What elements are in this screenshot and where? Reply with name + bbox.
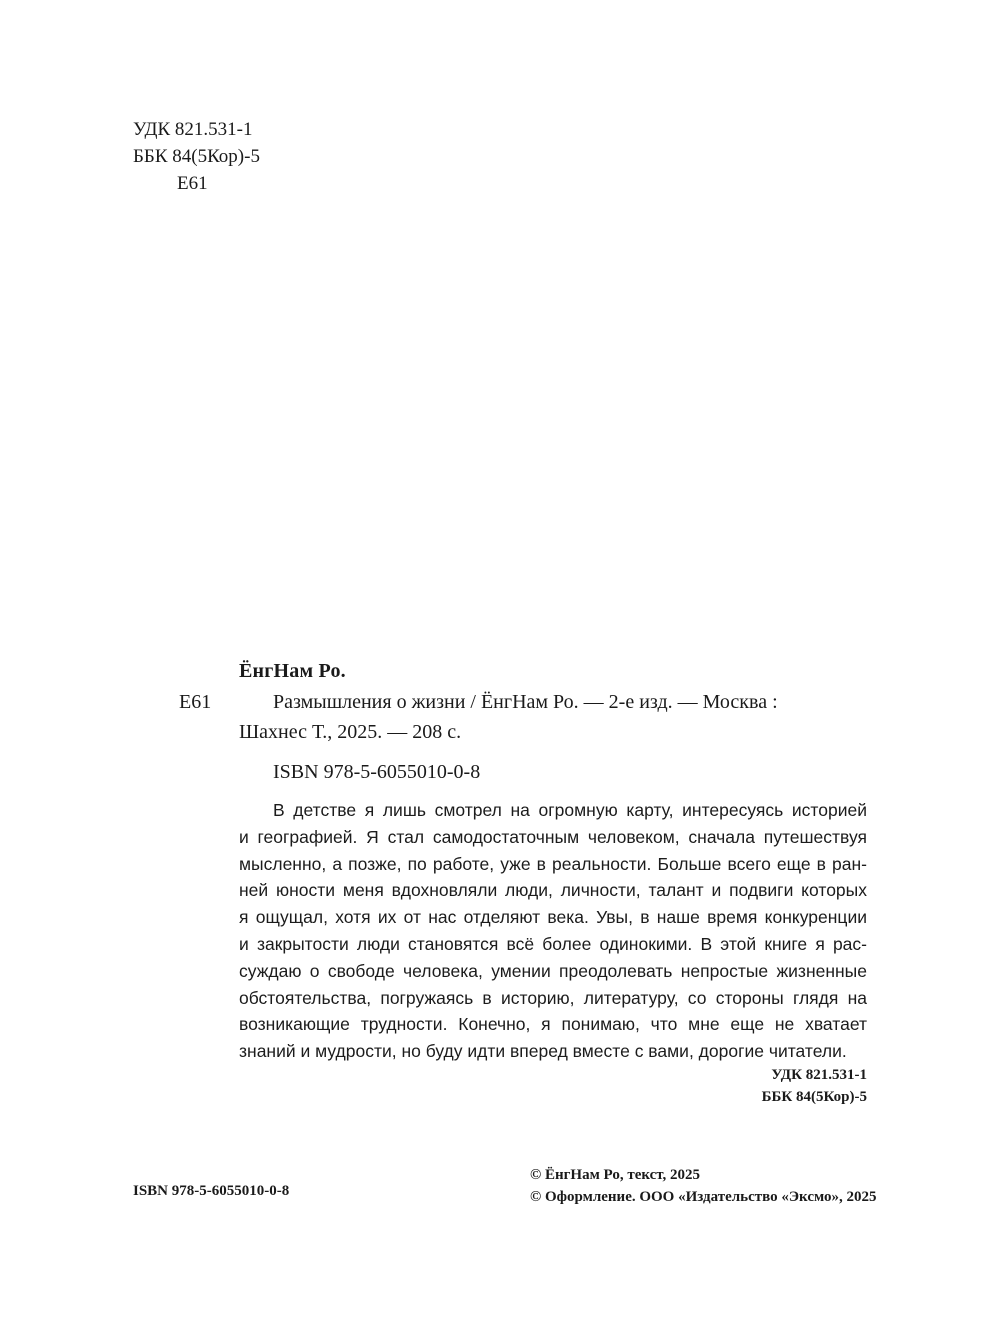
annotation-line: мысленно, а позже, по работе, уже в реальности. Больше всего еще в ран- [239, 853, 867, 874]
annotation-line: В детстве я лишь смотрел на огромную карту, интересуясь историей [273, 800, 867, 820]
annotation-line: обстоятельства, погружаясь в историю, литературу, со стороны глядя на [239, 987, 867, 1008]
annotation-line: я ощущал, хотя их от нас отделяют века. Увы, в наше время конкуренции [239, 907, 867, 928]
footer-classification-codes [762, 1064, 867, 1108]
header-author-mark: Е61 [177, 173, 208, 194]
catalog-isbn: ISBN 978-5-6055010-0-8 [273, 761, 481, 783]
annotation-line: и географией. Я стал самодостаточным человеком, сначала путешествуя [239, 826, 867, 847]
footer-isbn: ISBN 978-5-6055010-0-8 [133, 1183, 290, 1199]
header-bbk: ББК 84(5Кор)-5 [133, 146, 260, 167]
footer-bbk: ББК 84(5Кор)-5 [761, 1089, 867, 1105]
annotation-line: и закрытости люди становятся всё более одинокими. В этой книге я рас- [239, 933, 867, 954]
header-classification-codes [133, 116, 260, 197]
bibliographic-description-line1: Размышления о жизни / ЁнгНам Ро. — 2-е изд. — Москва : [273, 691, 778, 713]
author-heading: ЁнгНам Ро. [239, 660, 346, 682]
footer-udk: УДК 821.531-1 [771, 1067, 867, 1083]
annotation-line: знаний и мудрости, но буду идти вперед вместе с вами, дорогие читатели. [239, 1041, 847, 1062]
annotation-line: суждаю о свободе человека, умении преодолевать непростые жизненные [239, 960, 867, 981]
copyright-block [530, 1164, 877, 1208]
catalog-author-mark: Е61 [179, 691, 212, 713]
bibliographic-description-line2: Шахнес Т., 2025. — 208 с. [239, 721, 462, 743]
copyright-text: © ЁнгНам Ро, текст, 2025 [530, 1167, 701, 1183]
header-udk: УДК 821.531-1 [133, 119, 253, 140]
annotation-paragraph [239, 797, 867, 1065]
copyright-design: © Оформление. ООО «Издательство «Эксмо», 2025 [530, 1189, 877, 1205]
annotation-line: возникающие трудности. Конечно, я понимаю, что мне еще не хватает [239, 1014, 867, 1035]
annotation-line: ней юности меня вдохновляли люди, личности, талант и подвиги которых [239, 880, 867, 901]
